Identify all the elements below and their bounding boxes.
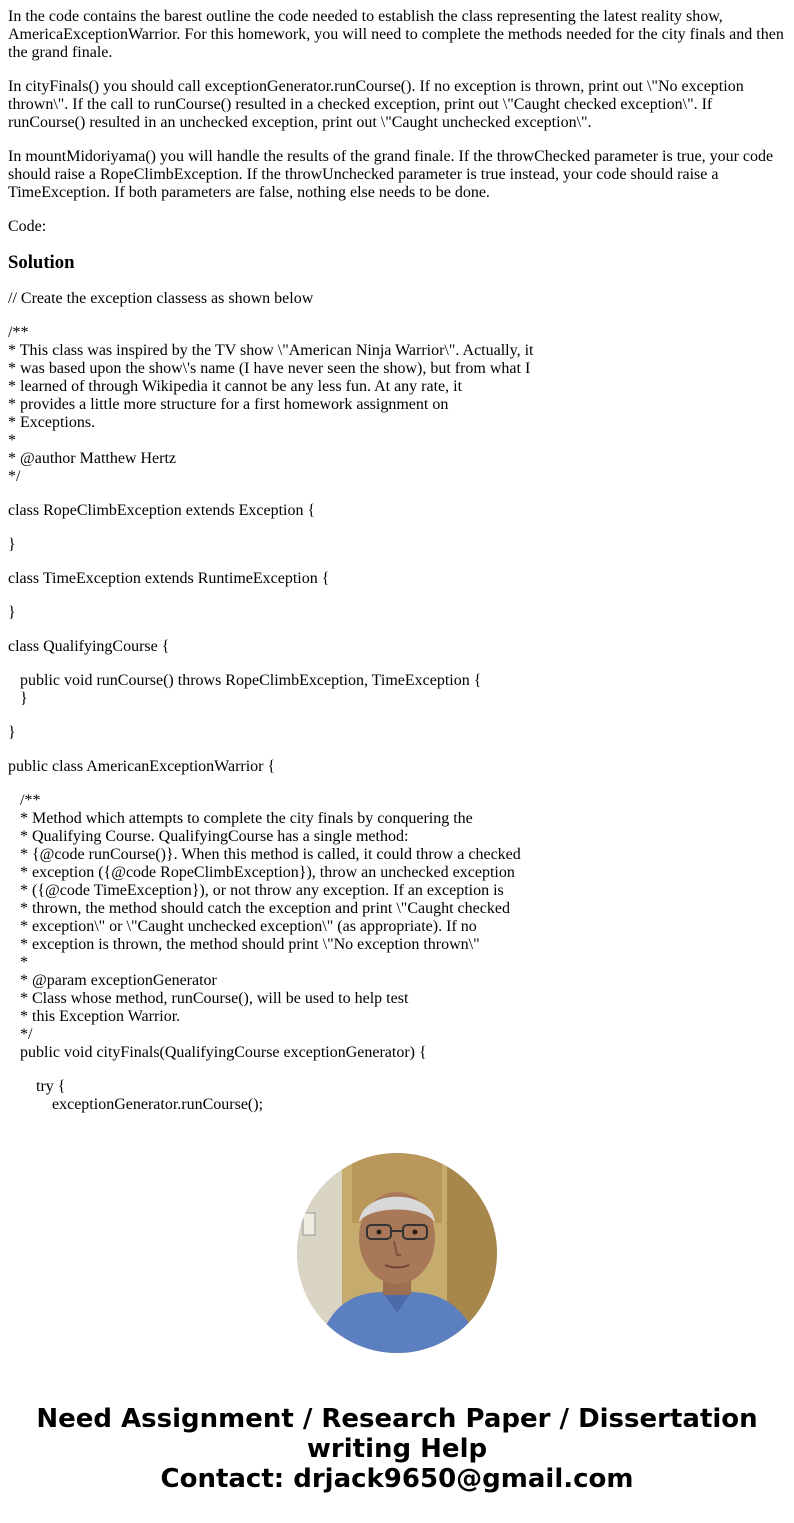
- intro-paragraph-1: In the code contains the barest outline the code needed to establish the class representing the latest reality show, AmericaExceptionWarrior. For this homework, you will need to complete the methods needed for the city finals and then the grand finale.: [8, 8, 784, 61]
- code-line: exceptionGenerator.runCourse();: [8, 1096, 264, 1113]
- code-line: * was based upon the show\'s name (I have never seen the show), but from what I: [8, 360, 531, 377]
- code-line: * exception\" or \"Caught unchecked exception\" (as appropriate). If no: [8, 918, 477, 935]
- banner-line: Need Assignment / Research Paper / Dissertation: [36, 1404, 758, 1434]
- code-line: class QualifyingCourse {: [8, 638, 170, 655]
- code-line: public class AmericanExceptionWarrior {: [8, 758, 276, 775]
- banner-line: writing Help: [306, 1434, 488, 1464]
- intro-paragraph-2: In cityFinals() you should call exceptionGenerator.runCourse(). If no exception is thrown, print out \"No exception thrown\". If the call to runCourse() resulted in a checked exception, print out \"Caught checked exception\". If runCourse() resulted in an unchecked exception, print out \"Caught unchecked exception\".: [8, 78, 744, 131]
- solution-heading: Solution: [8, 252, 75, 273]
- code-line: * this Exception Warrior.: [8, 1008, 181, 1025]
- document-body: [8, 0, 786, 1114]
- avatar: [297, 1153, 497, 1353]
- code-line: class TimeException extends RuntimeException {: [8, 570, 330, 587]
- code-line: * exception is thrown, the method should print \"No exception thrown\": [8, 936, 480, 953]
- code-line: * @author Matthew Hertz: [8, 450, 177, 467]
- contact-email: Contact: drjack9650@gmail.com: [160, 1464, 634, 1494]
- code-line: * Method which attempts to complete the city finals by conquering the: [8, 810, 473, 827]
- code-line: }: [8, 724, 16, 741]
- code-line: // Create the exception classess as shown below: [8, 290, 314, 307]
- code-label: Code:: [8, 218, 47, 235]
- code-line: * learned of through Wikipedia it cannot be any less fun. At any rate, it: [8, 378, 463, 395]
- intro-paragraph-3: In mountMidoriyama() you will handle the results of the grand finale. If the throwChecked parameter is true, your code should raise a RopeClimbException. If the throwUnchecked parameter is true instead, your code should raise a TimeException. If both parameters are false, nothing else needs to be done.: [8, 148, 774, 201]
- code-line: * @param exceptionGenerator: [8, 972, 217, 989]
- code-line: */: [8, 468, 21, 485]
- code-line: try {: [8, 1078, 66, 1095]
- code-line: /**: [8, 792, 41, 809]
- code-line: *: [8, 432, 16, 449]
- person-portrait-icon: [297, 1153, 497, 1353]
- code-line: }: [8, 536, 16, 553]
- code-line: * ({@code TimeException}), or not throw any exception. If an exception is: [8, 882, 504, 899]
- code-line: * Exceptions.: [8, 414, 96, 431]
- code-line: * provides a little more structure for a first homework assignment on: [8, 396, 449, 413]
- code-line: * exception ({@code RopeClimbException}), throw an unchecked exception: [8, 864, 515, 881]
- code-line: * {@code runCourse()}. When this method is called, it could throw a checked: [8, 846, 521, 863]
- code-line: public void runCourse() throws RopeClimbException, TimeException {: [8, 672, 482, 689]
- code-line: /**: [8, 324, 29, 341]
- code-block: [8, 290, 786, 1114]
- code-line: * This class was inspired by the TV show \"American Ninja Warrior\". Actually, it: [8, 342, 534, 359]
- code-line: * Qualifying Course. QualifyingCourse has a single method:: [8, 828, 409, 845]
- code-line: */: [8, 1026, 33, 1043]
- code-line: * Class whose method, runCourse(), will be used to help test: [8, 990, 409, 1007]
- code-line: *: [8, 954, 28, 971]
- code-line: * thrown, the method should catch the exception and print \"Caught checked: [8, 900, 510, 917]
- code-line: }: [8, 604, 16, 621]
- code-line: public void cityFinals(QualifyingCourse exceptionGenerator) {: [8, 1044, 427, 1061]
- contact-banner: [0, 1404, 794, 1494]
- code-line: class RopeClimbException extends Exception {: [8, 502, 316, 519]
- code-line: }: [8, 690, 28, 707]
